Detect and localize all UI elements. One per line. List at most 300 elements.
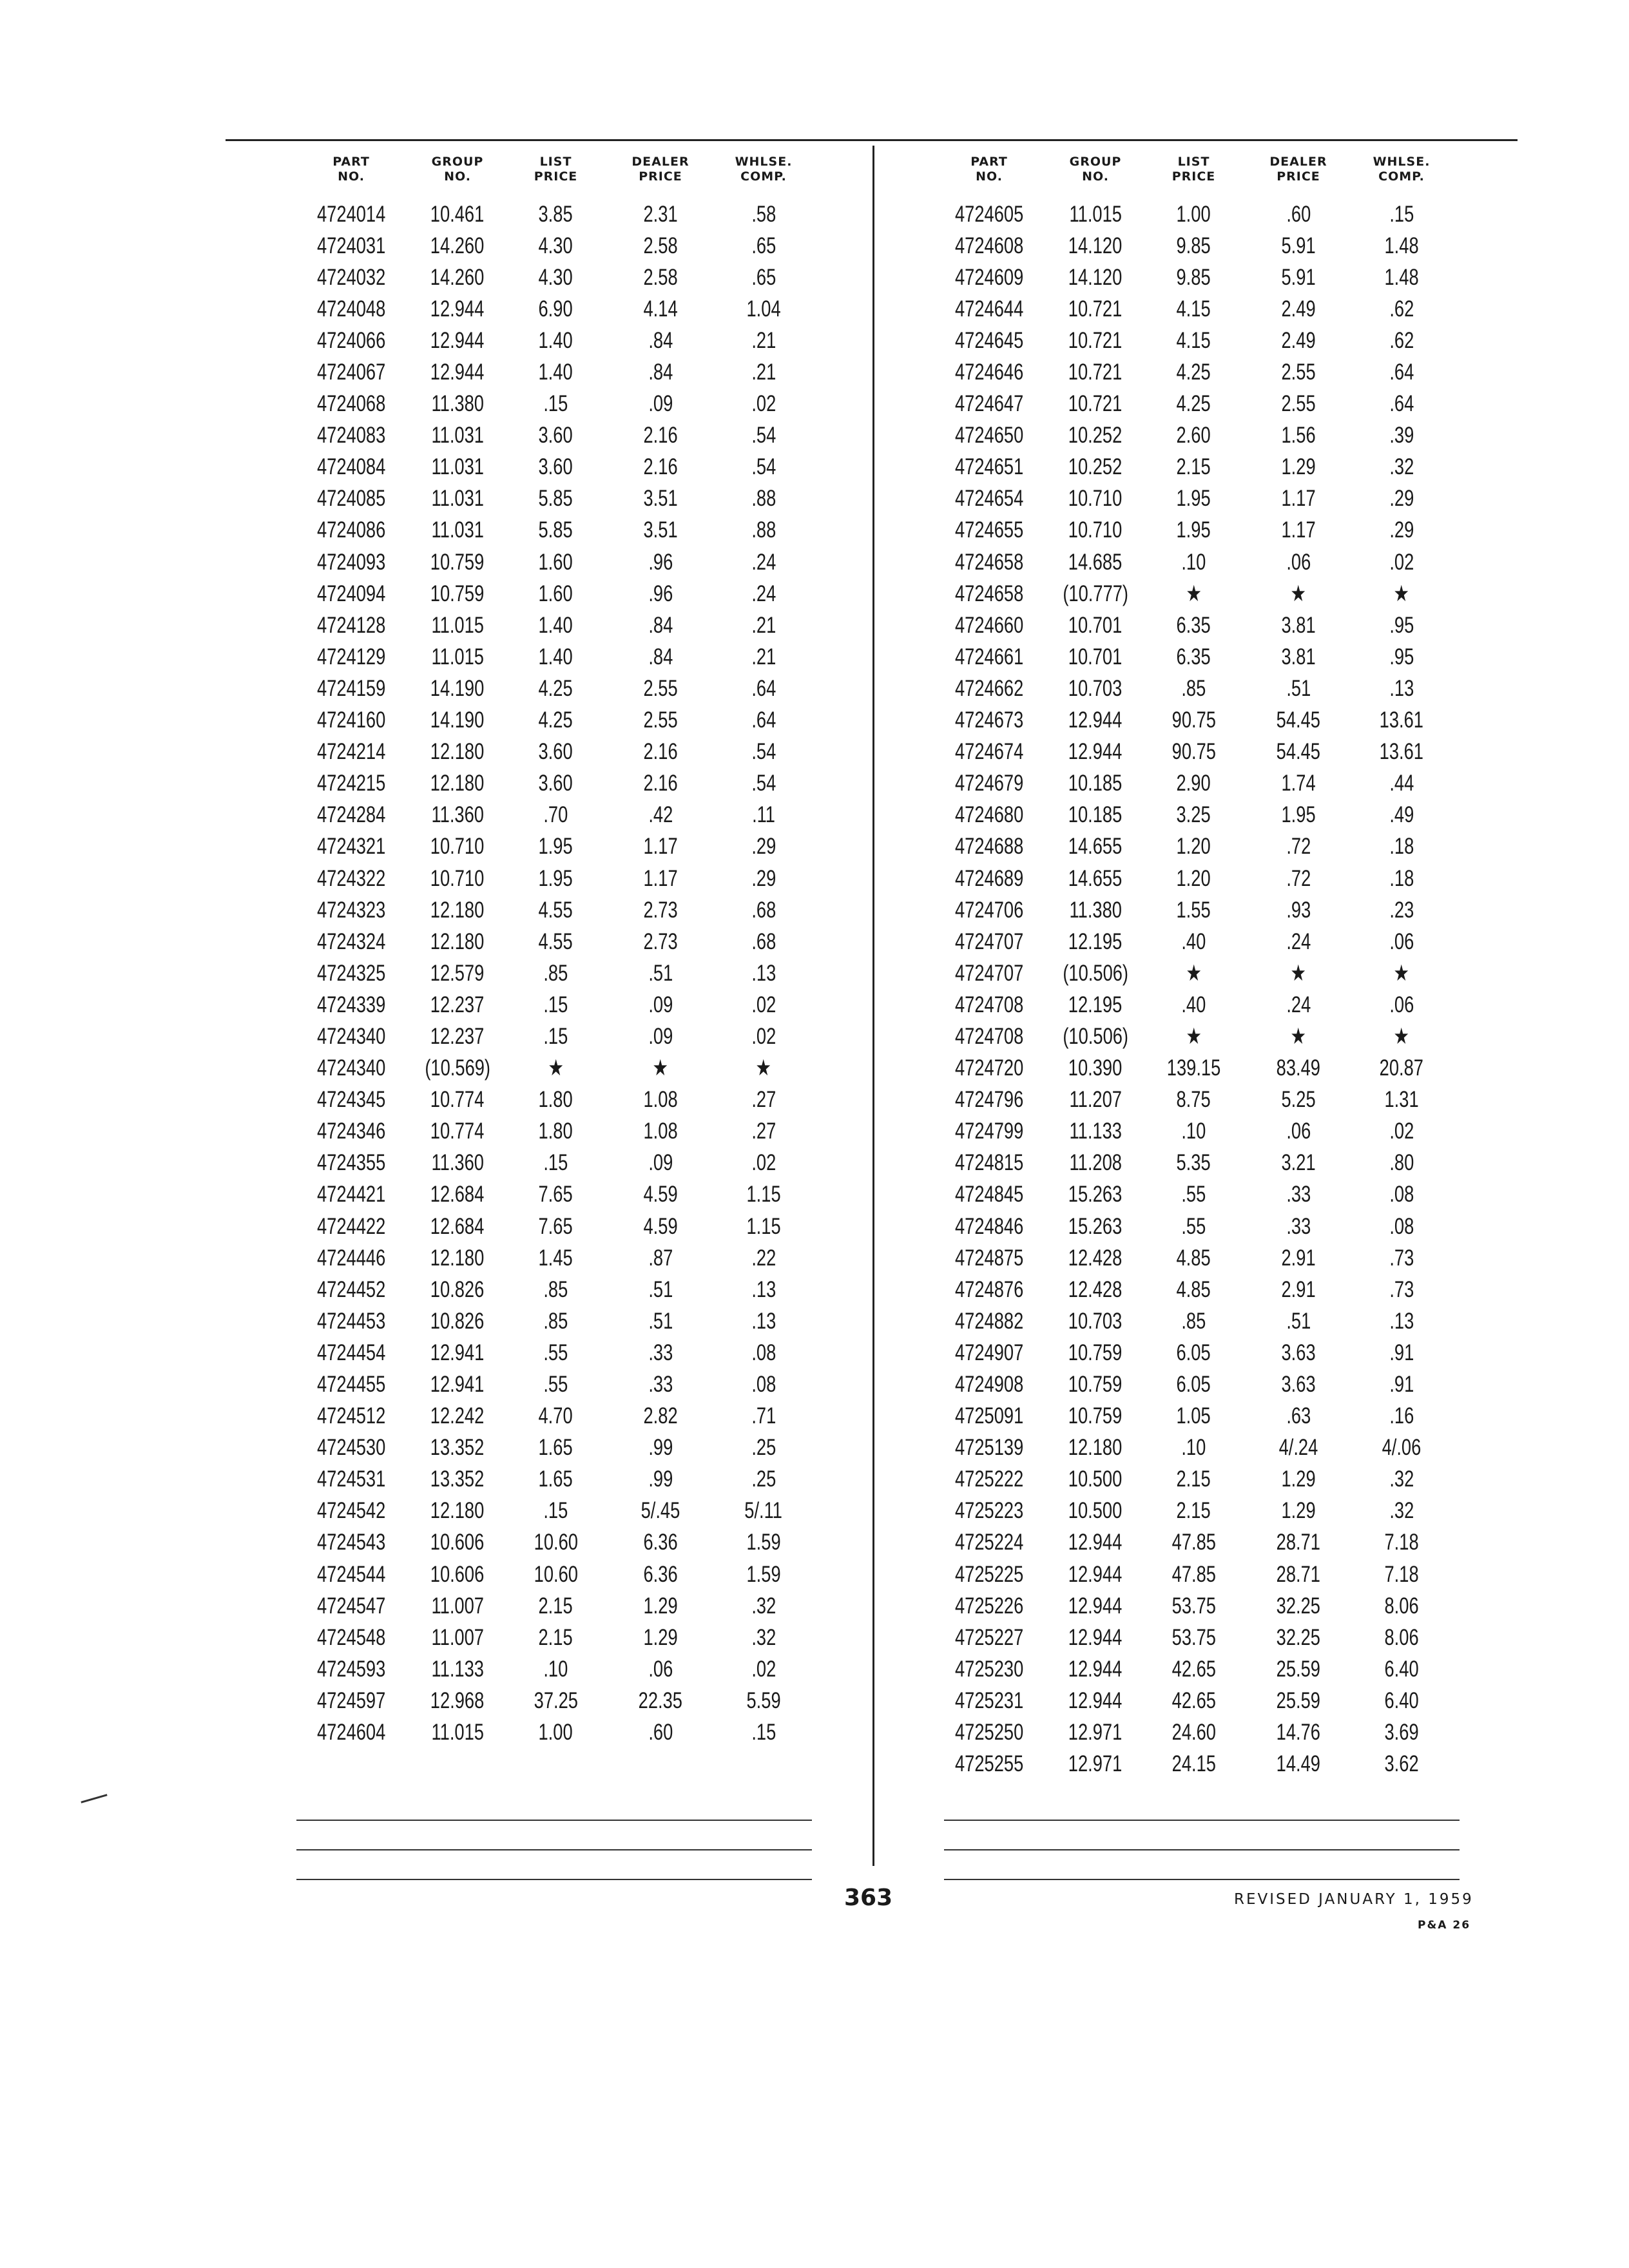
whlse-comp-value: .02 — [1389, 1119, 1414, 1144]
list-price-value: 5.85 — [538, 486, 574, 512]
dealer-price-cell — [1247, 1024, 1350, 1050]
group-no-cell — [1050, 550, 1141, 575]
dealer-price-value: 5.91 — [1281, 264, 1316, 290]
dealer-price-value: .96 — [648, 549, 673, 575]
whlse-comp-cell — [1350, 613, 1453, 639]
dealer-price-value: 2.16 — [643, 771, 678, 796]
table-row — [928, 578, 1453, 610]
dealer-price-value: 3.81 — [1281, 644, 1316, 669]
whlse-comp-cell — [1350, 1466, 1453, 1492]
dealer-price-value: 28.71 — [1276, 1530, 1321, 1555]
list-price-cell — [503, 898, 609, 923]
list-price-value: 1.00 — [1176, 201, 1211, 227]
whlse-comp-value: 1.15 — [746, 1182, 781, 1207]
table-row — [928, 452, 1453, 483]
table-row — [290, 1179, 815, 1211]
list-price-cell — [503, 1087, 609, 1113]
list-price-value: 1.65 — [538, 1466, 574, 1492]
whlse-comp-value: 1.31 — [1384, 1087, 1419, 1113]
part-no-value: 4724454 — [316, 1340, 386, 1365]
header-part-no: PART NO. — [970, 155, 1008, 184]
table-row — [290, 1653, 815, 1685]
whlse-comp-value: 1.59 — [746, 1561, 781, 1587]
part-no-cell — [290, 992, 412, 1018]
whlse-comp-value: 7.18 — [1384, 1561, 1419, 1587]
part-no-value: 4724160 — [316, 707, 386, 733]
part-no-value: 4724707 — [954, 960, 1024, 986]
part-no-cell — [928, 1657, 1050, 1682]
table-row — [290, 578, 815, 610]
group-no-value: 10.500 — [1068, 1466, 1123, 1492]
list-price-cell — [503, 1720, 609, 1745]
part-no-cell — [290, 739, 412, 765]
dealer-price-cell — [1247, 296, 1350, 322]
dealer-price-cell — [609, 866, 712, 892]
part-no-cell — [928, 1087, 1050, 1113]
blank-rule — [944, 1879, 1460, 1880]
list-price-cell — [503, 1498, 609, 1524]
list-price-cell — [1141, 1055, 1247, 1081]
table-row — [290, 1242, 815, 1274]
dealer-price-cell — [1247, 707, 1350, 733]
part-no-value: 4724604 — [316, 1720, 386, 1745]
part-no-value: 4724846 — [954, 1213, 1024, 1239]
dealer-price-value: 2.55 — [643, 707, 678, 733]
table-row — [928, 894, 1453, 926]
list-price-value: 4.25 — [538, 675, 574, 701]
group-no-value: 10.606 — [430, 1530, 485, 1555]
part-no-value: 4724720 — [954, 1055, 1024, 1081]
list-price-cell — [1141, 1245, 1247, 1271]
list-price-cell — [503, 550, 609, 575]
list-price-value: 1.80 — [538, 1119, 574, 1144]
part-no-value: 4724083 — [316, 423, 386, 448]
part-no-cell — [928, 802, 1050, 828]
part-no-cell — [290, 1182, 412, 1207]
part-no-cell — [928, 644, 1050, 670]
dealer-price-cell — [609, 1720, 712, 1745]
list-price-value: 139.15 — [1166, 1055, 1221, 1081]
table-row — [928, 1116, 1453, 1148]
group-no-value: 10.710 — [1068, 486, 1123, 512]
list-price-value: 90.75 — [1171, 739, 1216, 765]
list-price-cell — [1141, 1403, 1247, 1429]
part-no-value: 4724680 — [954, 802, 1024, 828]
header-list-price: LIST PRICE — [534, 155, 578, 184]
group-no-value: 12.180 — [430, 771, 485, 796]
whlse-comp-value: .88 — [751, 517, 776, 543]
group-no-cell — [412, 1340, 503, 1366]
whlse-comp-cell — [1350, 1087, 1453, 1113]
dealer-price-cell — [609, 1688, 712, 1714]
list-price-cell — [503, 202, 609, 227]
whlse-comp-cell — [712, 1403, 815, 1429]
list-price-value: 3.60 — [538, 771, 574, 796]
part-no-value: 4724544 — [316, 1561, 386, 1587]
list-price-cell — [1141, 1562, 1247, 1588]
list-price-cell — [503, 676, 609, 702]
dealer-price-value: 3.51 — [643, 517, 678, 543]
list-price-value: .10 — [1181, 549, 1206, 575]
dealer-price-value: 1.17 — [1281, 517, 1316, 543]
dealer-price-value: 4/.24 — [1278, 1435, 1318, 1461]
group-no-value: 11.360 — [431, 802, 484, 828]
part-no-value: 4724512 — [316, 1403, 386, 1429]
table-row — [928, 1495, 1453, 1527]
group-no-cell — [1050, 1150, 1141, 1176]
whlse-comp-cell — [712, 898, 815, 923]
group-no-cell — [1050, 1277, 1141, 1303]
group-no-value: 11.133 — [431, 1656, 484, 1682]
part-no-value: 4724421 — [316, 1182, 386, 1207]
list-price-cell — [503, 1245, 609, 1271]
whlse-comp-cell — [712, 1688, 815, 1714]
dealer-price-cell — [609, 1309, 712, 1334]
part-no-cell — [290, 644, 412, 670]
dealer-price-value: ★ — [652, 1055, 669, 1081]
whlse-comp-cell — [712, 265, 815, 291]
part-no-cell — [928, 707, 1050, 733]
list-price-value: 6.35 — [1176, 612, 1211, 638]
whlse-comp-value: 20.87 — [1379, 1055, 1424, 1081]
whlse-comp-value: .32 — [1389, 1498, 1414, 1524]
list-price-cell — [1141, 1024, 1247, 1050]
part-no-value: 4724908 — [954, 1372, 1024, 1398]
group-no-value: 12.968 — [430, 1687, 485, 1713]
part-no-value: 4724548 — [316, 1624, 386, 1650]
header-group-no: GROUP NO. — [431, 155, 484, 184]
part-no-cell — [928, 1245, 1050, 1271]
whlse-comp-value: .21 — [751, 644, 776, 669]
dealer-price-value: 2.16 — [643, 423, 678, 448]
dealer-price-value: 5.25 — [1281, 1087, 1316, 1113]
group-no-cell — [412, 1435, 503, 1461]
group-no-cell — [412, 233, 503, 259]
group-no-value: 13.352 — [430, 1435, 485, 1461]
list-price-cell — [503, 1625, 609, 1651]
group-no-cell — [1050, 1751, 1141, 1777]
dealer-price-value: .72 — [1286, 834, 1311, 860]
list-price-value: 1.40 — [538, 360, 574, 385]
whlse-comp-value: .95 — [1389, 644, 1414, 669]
group-no-value: 10.774 — [430, 1119, 485, 1144]
part-no-cell — [290, 423, 412, 448]
dealer-price-cell — [1247, 1277, 1350, 1303]
whlse-comp-cell — [712, 992, 815, 1018]
dealer-price-cell — [1247, 265, 1350, 291]
whlse-comp-cell — [712, 581, 815, 607]
list-price-cell — [503, 961, 609, 986]
group-no-cell — [1050, 1498, 1141, 1524]
dealer-price-cell — [1247, 1530, 1350, 1555]
list-price-cell — [1141, 581, 1247, 607]
group-no-cell — [1050, 1435, 1141, 1461]
part-no-value: 4724048 — [316, 296, 386, 322]
dealer-price-value: .06 — [1286, 1119, 1311, 1144]
table-row — [928, 926, 1453, 957]
dealer-price-cell — [609, 1562, 712, 1588]
list-price-value: 1.80 — [538, 1087, 574, 1113]
dealer-price-value: 3.81 — [1281, 612, 1316, 638]
list-price-value: 4.85 — [1176, 1276, 1211, 1302]
whlse-comp-cell — [1350, 834, 1453, 860]
group-no-cell — [412, 1720, 503, 1745]
table-row — [928, 198, 1453, 230]
list-price-cell — [503, 265, 609, 291]
part-no-cell — [928, 866, 1050, 892]
whlse-comp-value: .11 — [752, 802, 775, 828]
dealer-price-cell — [1247, 644, 1350, 670]
table-row — [290, 546, 815, 578]
whlse-comp-value: .08 — [1389, 1182, 1414, 1207]
dealer-price-value: 54.45 — [1276, 707, 1321, 733]
part-no-value: 4725226 — [954, 1593, 1024, 1619]
dealer-price-cell — [1247, 961, 1350, 986]
group-no-value: 14.120 — [1068, 264, 1123, 290]
blank-rule — [944, 1820, 1460, 1821]
whlse-comp-cell — [1350, 360, 1453, 385]
list-price-value: 42.65 — [1171, 1656, 1216, 1682]
part-no-cell — [928, 202, 1050, 227]
dealer-price-cell — [609, 454, 712, 480]
dealer-price-value: 2.49 — [1281, 327, 1316, 353]
whlse-comp-value: .54 — [751, 739, 776, 765]
list-price-cell — [503, 1435, 609, 1461]
dealer-price-cell — [1247, 1372, 1350, 1398]
part-no-value: 4724067 — [316, 360, 386, 385]
whlse-comp-cell — [1350, 581, 1453, 607]
whlse-comp-value: .21 — [751, 612, 776, 638]
group-no-value: 12.944 — [1068, 1561, 1123, 1587]
list-price-value: .55 — [543, 1340, 568, 1365]
group-no-value: 11.031 — [431, 423, 484, 448]
whlse-comp-cell — [1350, 391, 1453, 417]
list-price-cell — [503, 1657, 609, 1682]
list-price-value: 6.35 — [1176, 644, 1211, 669]
table-row — [290, 389, 815, 420]
dealer-price-value: 3.63 — [1281, 1372, 1316, 1398]
part-no-value: 4724128 — [316, 612, 386, 638]
part-no-cell — [928, 360, 1050, 385]
dealer-price-value: .60 — [1286, 201, 1311, 227]
list-price-cell — [1141, 1530, 1247, 1555]
whlse-comp-cell — [712, 613, 815, 639]
group-no-cell — [412, 1466, 503, 1492]
dealer-price-cell — [609, 423, 712, 448]
dealer-price-value: 1.29 — [643, 1624, 678, 1650]
dealer-price-value: ★ — [1290, 581, 1307, 606]
list-price-value: 1.40 — [538, 644, 574, 669]
list-price-cell — [1141, 802, 1247, 828]
dealer-price-cell — [1247, 1340, 1350, 1366]
whlse-comp-value: .49 — [1389, 802, 1414, 828]
group-no-cell — [1050, 1340, 1141, 1366]
part-no-cell — [290, 1214, 412, 1240]
table-row — [290, 1337, 815, 1369]
table-row — [928, 1084, 1453, 1116]
list-price-cell — [503, 707, 609, 733]
whlse-comp-cell — [1350, 1024, 1453, 1050]
whlse-comp-value: .08 — [751, 1340, 776, 1365]
group-no-value: 12.180 — [430, 897, 485, 923]
dealer-price-cell — [609, 550, 712, 575]
list-price-cell — [503, 517, 609, 543]
list-price-cell — [1141, 707, 1247, 733]
group-no-value: 12.180 — [430, 739, 485, 765]
part-no-cell — [928, 1498, 1050, 1524]
dealer-price-cell — [609, 1372, 712, 1398]
dealer-price-cell — [609, 707, 712, 733]
table-row — [290, 800, 815, 831]
dealer-price-cell — [609, 1466, 712, 1492]
table-row — [928, 610, 1453, 641]
whlse-comp-value: 1.59 — [746, 1530, 781, 1555]
whlse-comp-value: 1.04 — [746, 296, 781, 322]
list-price-cell — [1141, 644, 1247, 670]
list-price-value: 24.15 — [1171, 1751, 1216, 1777]
list-price-value: 1.95 — [1176, 486, 1211, 512]
list-price-value: 4.55 — [538, 928, 574, 954]
dealer-price-value: 1.17 — [643, 865, 678, 891]
page-number: 363 — [844, 1885, 893, 1911]
table-row — [928, 641, 1453, 673]
group-no-value: 10.721 — [1068, 327, 1123, 353]
dealer-price-cell — [1247, 1562, 1350, 1588]
part-no-value: 4724876 — [954, 1276, 1024, 1302]
whlse-comp-cell — [1350, 454, 1453, 480]
part-no-value: 4724679 — [954, 771, 1024, 796]
group-no-value: 10.721 — [1068, 391, 1123, 417]
dealer-price-cell — [1247, 1087, 1350, 1113]
group-no-cell — [412, 1214, 503, 1240]
list-price-value: 6.05 — [1176, 1372, 1211, 1398]
part-no-value: 4724646 — [954, 360, 1024, 385]
dealer-price-cell — [609, 1150, 712, 1176]
whlse-comp-cell — [712, 328, 815, 354]
list-price-value: .40 — [1181, 992, 1206, 1017]
part-no-value: 4725224 — [954, 1530, 1024, 1555]
whlse-comp-cell — [1350, 1055, 1453, 1081]
dealer-price-value: 1.56 — [1281, 423, 1316, 448]
part-no-cell — [290, 581, 412, 607]
part-no-value: 4724159 — [316, 675, 386, 701]
dealer-price-value: 14.49 — [1276, 1751, 1321, 1777]
list-price-value: 10.60 — [534, 1561, 578, 1587]
list-price-cell — [1141, 328, 1247, 354]
dealer-price-value: .87 — [648, 1245, 673, 1271]
dealer-price-value: .99 — [648, 1466, 673, 1492]
list-price-cell — [1141, 834, 1247, 860]
dealer-price-cell — [1247, 1150, 1350, 1176]
dealer-price-value: .09 — [648, 391, 673, 417]
list-price-value: 5.85 — [538, 517, 574, 543]
whlse-comp-cell — [712, 739, 815, 765]
dealer-price-value: .84 — [648, 644, 673, 669]
table-row — [290, 1084, 815, 1116]
part-no-cell — [928, 1309, 1050, 1334]
group-no-value: 11.015 — [431, 1720, 484, 1745]
group-no-cell — [1050, 1530, 1141, 1555]
table-row — [928, 1622, 1453, 1653]
list-price-value: 10.60 — [534, 1530, 578, 1555]
whlse-comp-value: .62 — [1389, 296, 1414, 322]
part-no-value: 4724689 — [954, 865, 1024, 891]
part-no-value: 4724446 — [316, 1245, 386, 1271]
group-no-value: 10.701 — [1068, 644, 1123, 669]
table-row — [928, 1211, 1453, 1242]
whlse-comp-cell — [1350, 929, 1453, 955]
dealer-price-value: 3.63 — [1281, 1340, 1316, 1365]
group-no-cell — [1050, 644, 1141, 670]
list-price-cell — [503, 1055, 609, 1081]
list-price-cell — [503, 739, 609, 765]
whlse-comp-value: .13 — [751, 1276, 776, 1302]
whlse-comp-cell — [712, 550, 815, 575]
list-price-value: .15 — [543, 1023, 568, 1049]
dealer-price-value: 6.36 — [643, 1561, 678, 1587]
part-no-value: 4724339 — [316, 992, 386, 1017]
table-row — [928, 1749, 1453, 1780]
table-row — [290, 673, 815, 704]
whlse-comp-value: .02 — [751, 391, 776, 417]
whlse-comp-cell — [712, 802, 815, 828]
dealer-price-cell — [1247, 517, 1350, 543]
whlse-comp-cell — [712, 1435, 815, 1461]
list-price-value: 7.65 — [538, 1182, 574, 1207]
whlse-comp-cell — [1350, 1498, 1453, 1524]
whlse-comp-value: .02 — [751, 1150, 776, 1176]
table-row — [290, 1685, 815, 1716]
whlse-comp-value: .13 — [1389, 1308, 1414, 1334]
group-no-cell — [1050, 581, 1141, 607]
whlse-comp-cell — [712, 1593, 815, 1619]
group-no-cell — [412, 391, 503, 417]
list-price-value: 4.55 — [538, 897, 574, 923]
part-no-value: 4724547 — [316, 1593, 386, 1619]
list-price-value: 47.85 — [1171, 1561, 1216, 1587]
whlse-comp-cell — [1350, 1562, 1453, 1588]
whlse-comp-cell — [712, 1182, 815, 1207]
whlse-comp-cell — [712, 233, 815, 259]
part-no-cell — [290, 1466, 412, 1492]
table-row — [928, 483, 1453, 515]
part-no-cell — [928, 992, 1050, 1018]
part-no-cell — [290, 233, 412, 259]
group-no-cell — [412, 961, 503, 986]
list-price-cell — [503, 233, 609, 259]
whlse-comp-value: 13.61 — [1379, 739, 1424, 765]
list-price-cell — [1141, 391, 1247, 417]
part-no-value: 4725250 — [954, 1720, 1024, 1745]
part-no-cell — [928, 771, 1050, 796]
table-row — [928, 293, 1453, 325]
list-price-value: 4.85 — [1176, 1245, 1211, 1271]
dealer-price-value: 1.29 — [643, 1593, 678, 1619]
table-row — [290, 262, 815, 293]
group-no-cell — [1050, 992, 1141, 1018]
part-no-cell — [290, 834, 412, 860]
group-no-value: 10.826 — [430, 1276, 485, 1302]
dealer-price-value: .09 — [648, 992, 673, 1017]
dealer-price-value: 54.45 — [1276, 739, 1321, 765]
group-no-value: 10.774 — [430, 1087, 485, 1113]
part-no-cell — [928, 233, 1050, 259]
group-no-cell — [412, 1372, 503, 1398]
part-no-cell — [290, 486, 412, 512]
list-price-value: .15 — [543, 992, 568, 1017]
group-no-value: 14.655 — [1068, 865, 1123, 891]
list-price-cell — [503, 454, 609, 480]
